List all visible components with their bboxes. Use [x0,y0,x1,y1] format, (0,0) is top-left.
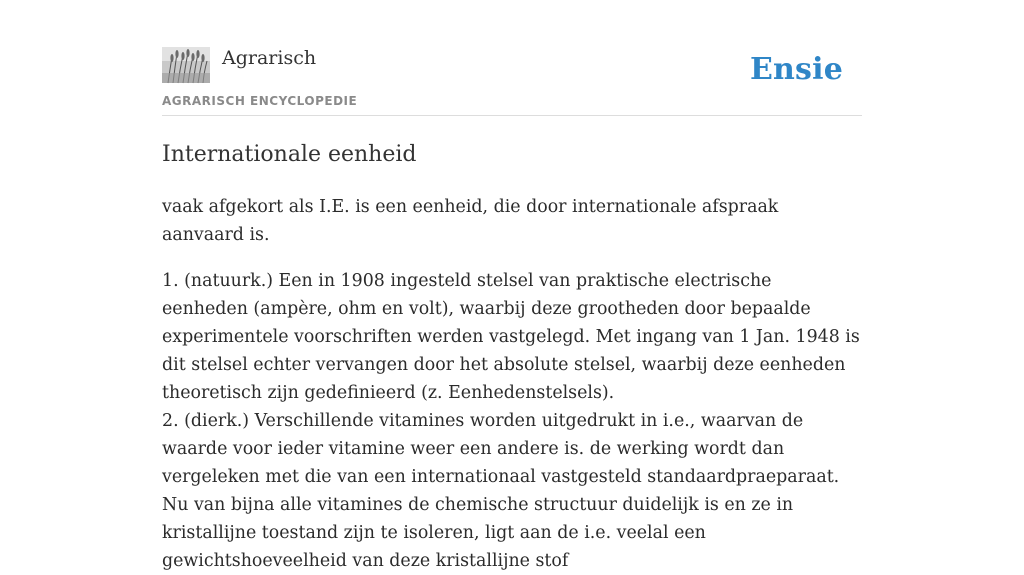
site-header [162,0,862,116]
article-paragraph-1: 1. (natuurk.) Een in 1908 ingesteld stelsel van praktische electrische eenheden (ampère, ohm en volt), waarbij deze grootheden door bepaalde experimentele voorschriften werden vastgelegd. Met ingang van 1 Jan. 1948 is dit stelsel echter vervangen door het absolute stelsel, waarbij deze eenheden theoretisch zijn gedefinieerd (z. Eenhedenstelsels). [162,271,860,403]
wheat-field-icon[interactable] [162,47,210,83]
article-title: Internationale eenheid [162,142,417,167]
article-body [162,267,862,575]
article-paragraph-2: 2. (dierk.) Verschillende vitamines worden uitgedrukt in i.e., waarvan de waarde voor ieder vitamine weer een andere is. de werking wordt dan vergeleken met die van een internationaal vastgesteld standaardpraeparaat. Nu van bijna alle vitamines de chemische structuur duidelijk is en ze in kristallijne toestand zijn te isoleren, ligt aan de i.e. veelal een gewichtshoeveelheid van deze kristallijne stof [162,411,840,571]
page [162,0,862,571]
site-name-link[interactable]: Agrarisch [222,47,317,69]
article-intro: vaak afgekort als I.E. is een eenheid, die door internationale afspraak aanvaard is. [162,197,779,245]
encyclopedia-subtitle: AGRARISCH ENCYCLOPEDIE [162,94,358,108]
ensie-logo-link[interactable]: Ensie [749,52,843,87]
